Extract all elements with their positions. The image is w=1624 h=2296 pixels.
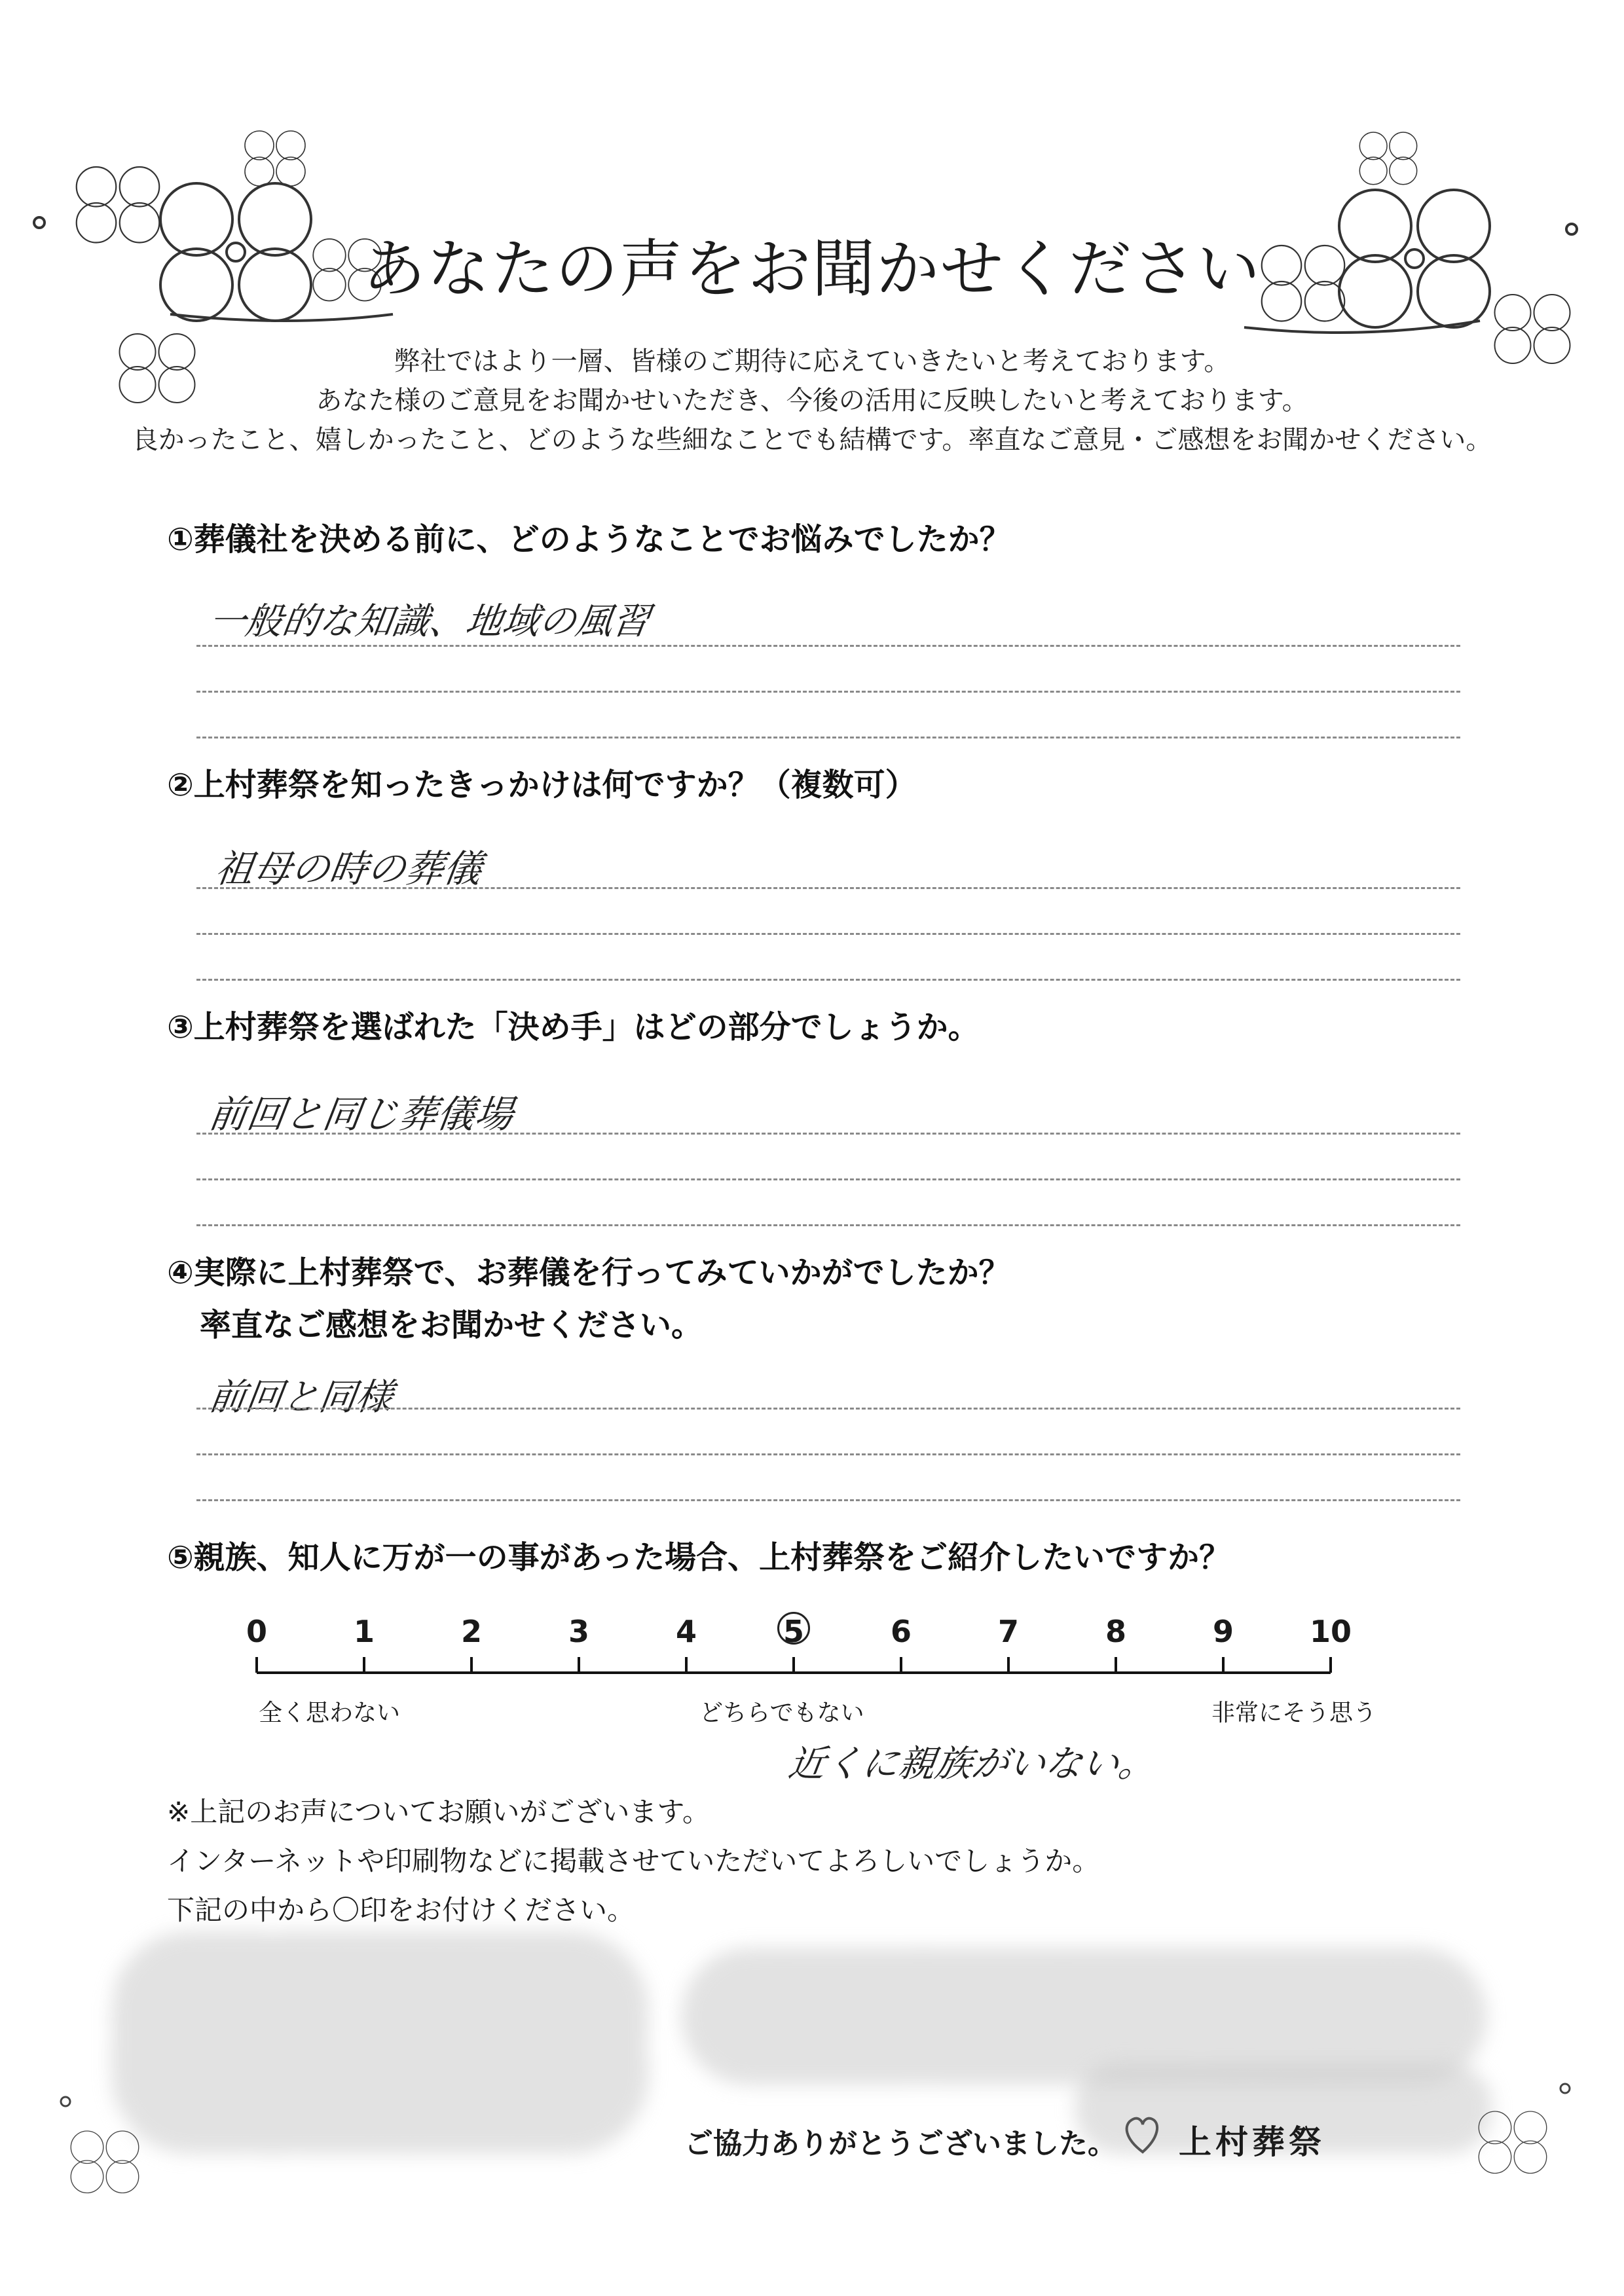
scale-tick-label[interactable]: 6 [890, 1614, 912, 1649]
scale-tick [792, 1657, 795, 1673]
scale-tick-label[interactable]: 0 [246, 1614, 267, 1649]
scale-tick [1329, 1657, 1332, 1673]
question-4-answer: 前回と同様 [206, 1376, 396, 1419]
scale-tick [578, 1657, 580, 1673]
scale-tick [363, 1657, 365, 1673]
question-4-label-line-2: 率直なご感想をお聞かせください。 [200, 1307, 703, 1343]
clover-icon [245, 131, 305, 186]
scale-tick-label[interactable]: 4 [675, 1614, 697, 1649]
answer-rule [196, 691, 1460, 693]
answer-rule [196, 1453, 1460, 1455]
question-1-label: ①葬儀社を決める前に、どのようなことでお悩みでしたか？ [167, 521, 1011, 558]
scale-tick-label[interactable]: 9 [1212, 1614, 1234, 1649]
clover-cluster-bottom-right [1414, 2043, 1611, 2213]
scale-min-label: 全く思わない [259, 1700, 401, 1726]
scale-tick [1007, 1657, 1010, 1673]
intro-line-3: 良かったこと、嬉しかったこと、どのような些細なことでも結構です。率直なご意見・ご感想をお聞かせください。 [132, 425, 1492, 455]
selected-rating-circle [777, 1612, 810, 1645]
clover-cluster-bottom-left [52, 2082, 249, 2226]
heart-icon [1120, 2111, 1166, 2157]
scale-tick [685, 1657, 688, 1673]
intro-line-1: 弊社ではより一層、皆様のご期待に応えていきたいと考えております。 [394, 346, 1230, 376]
question-2-answer: 祖母の時の葬儀 [212, 847, 485, 891]
question-3-label: ③上村葬祭を選ばれた「決め手」はどの部分でしょうか。 [167, 1009, 980, 1046]
answer-rule [196, 1224, 1460, 1226]
answer-rule [196, 1178, 1460, 1180]
answer-rule [196, 933, 1460, 935]
notice-line-2: インターネットや印刷物などに掲載させていただいてよろしいでしょうか。 [167, 1845, 1100, 1877]
clover-icon [1479, 2111, 1547, 2174]
scale-tick-label[interactable]: 8 [1105, 1614, 1126, 1649]
notice-line-1: ※上記のお声についてお願いがございます。 [167, 1796, 710, 1828]
question-5-label: ⑤親族、知人に万が一の事があった場合、上村葬祭をご紹介したいですか？ [167, 1539, 1231, 1576]
clover-icon [1359, 132, 1416, 185]
clover-icon [71, 2131, 139, 2193]
scale-tick [255, 1657, 258, 1673]
scale-tick-label[interactable]: 7 [997, 1614, 1019, 1649]
scale-tick [1222, 1657, 1225, 1673]
question-1-answer: 一般的な知識、地域の風習 [206, 600, 652, 643]
footer-thanks: ご協力ありがとうございました。 [684, 2127, 1116, 2160]
intro-line-2: あなた様のご意見をお聞かせいただき、今後の活用に反映したいと考えております。 [316, 386, 1308, 416]
answer-rule [196, 737, 1460, 738]
question-4-label-line-1: ④実際に上村葬祭で、お葬儀を行ってみていかがでしたか？ [167, 1254, 1010, 1291]
question-3-answer: 前回と同じ葬儀場 [206, 1092, 517, 1137]
answer-rule [196, 1408, 1460, 1410]
scale-tick-label[interactable]: 2 [460, 1614, 482, 1649]
question-2-label: ②上村葬祭を知ったきっかけは何ですか？（複数可） [167, 767, 917, 803]
scale-mid-label: どちらでもない [699, 1700, 864, 1726]
scale-tick-label[interactable]: 5 [783, 1614, 804, 1649]
answer-rule [196, 887, 1460, 889]
scale-tick-label[interactable]: 10 [1309, 1614, 1352, 1649]
answer-rule [196, 1133, 1460, 1135]
answer-rule [196, 1499, 1460, 1501]
question-5-answer: 近くに親族がいない。 [785, 1743, 1158, 1785]
scale-max-label: 非常にそう思う [1211, 1700, 1377, 1726]
notice-line-3: 下記の中から〇印をお付けください。 [167, 1894, 635, 1926]
page-title: あなたの声をお聞かせください [363, 232, 1261, 306]
scale-tick [1115, 1657, 1117, 1673]
scale-tick [900, 1657, 902, 1673]
scale-tick-label[interactable]: 1 [353, 1614, 375, 1649]
answer-rule [196, 979, 1460, 981]
scale-tick [470, 1657, 473, 1673]
answer-rule [196, 645, 1460, 647]
footer-brand: 上村葬祭 [1179, 2123, 1325, 2161]
scale-tick-label[interactable]: 3 [568, 1614, 589, 1649]
